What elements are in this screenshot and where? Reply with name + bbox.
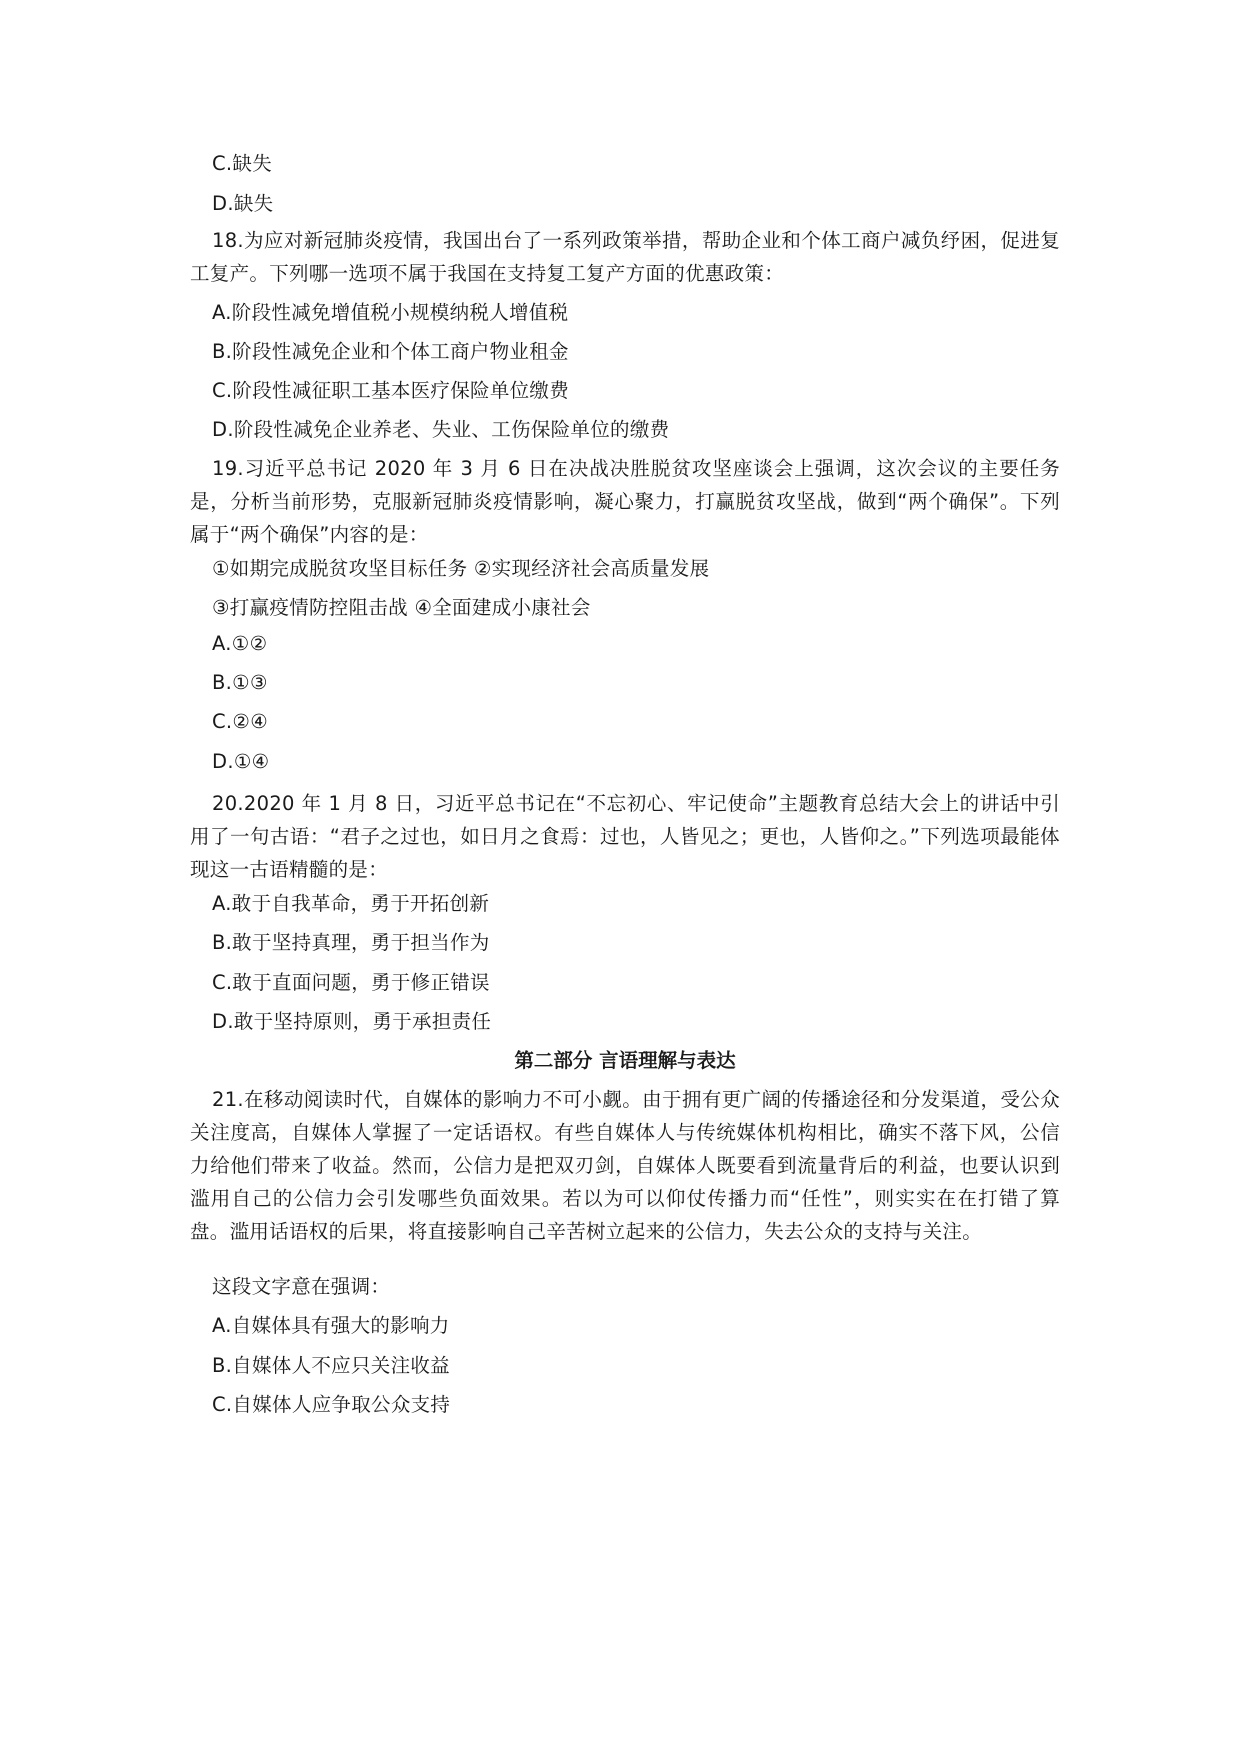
q18-stem	[190, 224, 1060, 290]
q19-items-line1: ①如期完成脱贫攻坚目标任务 ②实现经济社会高质量发展	[212, 557, 710, 580]
q20-option-b: B.敢于坚持真理，勇于担当作为	[212, 931, 490, 954]
q17-option-d: D.缺失	[212, 192, 274, 215]
q21-option-c: C.自媒体人应争取公众支持	[212, 1393, 451, 1416]
q18-option-a: A.阶段性减免增值税小规模纳税人增值税	[212, 301, 569, 324]
q17-option-c: C.缺失	[212, 152, 273, 175]
q20-stem	[190, 787, 1060, 886]
q21-option-a: A.自媒体具有强大的影响力	[212, 1314, 450, 1337]
q20-option-c: C.敢于直面问题，勇于修正错误	[212, 971, 490, 994]
q19-option-a: A.①②	[212, 632, 268, 655]
q20-option-d: D.敢于坚持原则，勇于承担责任	[212, 1010, 492, 1033]
q19-option-c: C.②④	[212, 710, 268, 733]
q19-stem	[190, 452, 1060, 551]
q20-option-a: A.敢于自我革命，勇于开拓创新	[212, 892, 490, 915]
q18-option-d: D.阶段性减免企业养老、失业、工伤保险单位的缴费	[212, 418, 670, 441]
q20-stem-text: 20.2020 年 1 月 8 日，习近平总书记在“不忘初心、牢记使命”主题教育总结大会上的讲话中引用了一句古语：“君子之过也，如日月之食焉：过也，人皆见之；更也，人皆仰之。”下列选项最能体现这一古语精髓的是：	[190, 792, 1060, 881]
q19-stem-text: 19.习近平总书记 2020 年 3 月 6 日在决战决胜脱贫攻坚座谈会上强调，这次会议的主要任务是，分析当前形势，克服新冠肺炎疫情影响，凝心聚力，打赢脱贫攻坚战，做到“两个确保”。下列属于“两个确保”内容的是：	[190, 457, 1060, 546]
q18-option-c: C.阶段性减征职工基本医疗保险单位缴费	[212, 379, 570, 402]
q18-option-b: B.阶段性减免企业和个体工商户物业租金	[212, 340, 569, 363]
q19-items-line2: ③打赢疫情防控阻击战 ④全面建成小康社会	[212, 596, 591, 619]
q21-stem-text: 21.在移动阅读时代，自媒体的影响力不可小觑。由于拥有更广阔的传播途径和分发渠道，受公众关注度高，自媒体人掌握了一定话语权。有些自媒体人与传统媒体机构相比，确实不落下风，公信力给他们带来了收益。然而，公信力是把双刃剑，自媒体人既要看到流量背后的利益，也要认识到滥用自己的公信力会引发哪些负面效果。若以为可以仰仗传播力而“任性”，则实实在在打错了算盘。滥用话语权的后果，将直接影响自己辛苦树立起来的公信力，失去公众的支持与关注。	[190, 1088, 1060, 1243]
q19-option-d: D.①④	[212, 750, 270, 773]
q19-option-b: B.①③	[212, 671, 268, 694]
q21-prompt: 这段文字意在强调：	[212, 1275, 391, 1298]
q21-stem	[190, 1083, 1060, 1248]
section-heading: 第二部分 言语理解与表达	[514, 1049, 736, 1072]
q18-stem-text: 18.为应对新冠肺炎疫情，我国出台了一系列政策举措，帮助企业和个体工商户减负纾困，促进复工复产。下列哪一选项不属于我国在支持复工复产方面的优惠政策：	[190, 229, 1060, 285]
q21-option-b: B.自媒体人不应只关注收益	[212, 1354, 450, 1377]
